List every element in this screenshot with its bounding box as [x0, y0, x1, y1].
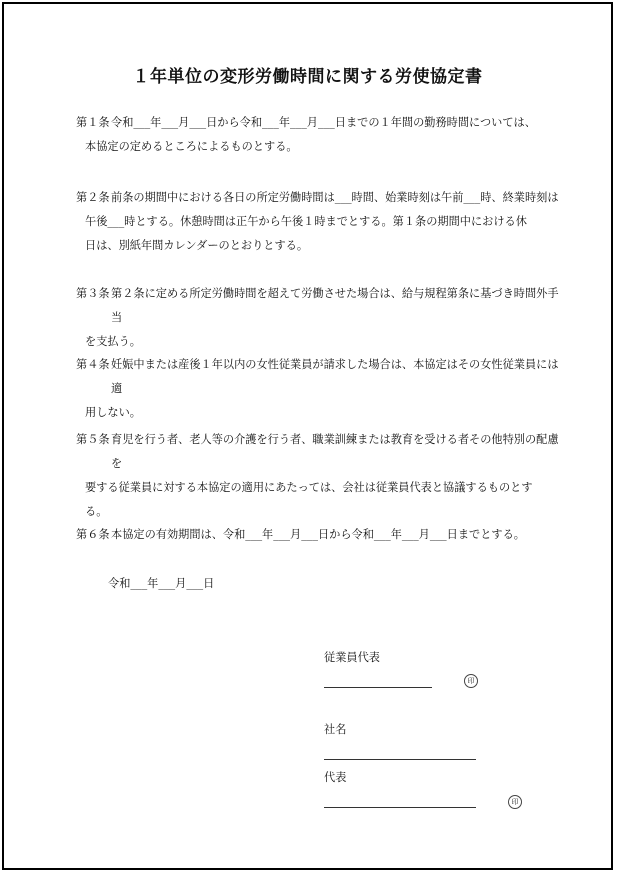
article-3: [76, 282, 566, 354]
article-line: 第２条に定める所定労働時間を超えて労働させた場合は、給与規程第条に基づき時間外手当: [111, 287, 559, 324]
article-line: 前条の期間中における各日の所定労働時間は___時間、始業時刻は午前___時、終業時刻は: [111, 191, 559, 204]
article-5: [76, 428, 566, 524]
company-name-line[interactable]: [324, 759, 476, 760]
company-rep-label: 代表: [324, 771, 347, 784]
employee-rep-signature-line[interactable]: [324, 687, 432, 688]
article-4: [76, 353, 566, 425]
article-line: 用しない。: [85, 406, 141, 419]
article-6: [76, 523, 566, 547]
article-number: 第２条: [76, 191, 110, 204]
article-number: 第１条: [76, 116, 110, 129]
article-line: 本協定の有効期間は、令和___年___月___日から令和___年___月___日までとする。: [111, 528, 525, 541]
article-number: 第４条: [76, 358, 110, 371]
article-number: 第３条: [76, 287, 110, 300]
agreement-date: 令和___年___月___日: [108, 577, 215, 590]
seal-icon: 印: [508, 795, 522, 809]
article-line: る。: [85, 505, 108, 518]
article-line: 令和___年___月___日から令和___年___月___日までの１年間の勤務時間については、: [111, 116, 536, 129]
company-name-label: 社名: [324, 723, 347, 736]
article-line: 妊娠中または産後１年以内の女性従業員が請求した場合は、本協定はその女性従業員には適: [111, 358, 559, 395]
seal-icon: 印: [464, 674, 478, 688]
article-2: [76, 186, 566, 258]
document-page: [2, 2, 613, 870]
article-line: 要する従業員に対する本協定の適用にあたっては、会社は従業員代表と協議するものとす: [85, 481, 533, 494]
article-1: [76, 111, 566, 159]
article-number: 第６条: [76, 528, 110, 541]
article-line: 本協定の定めるところによるものとする。: [85, 140, 298, 153]
article-line: を支払う。: [85, 335, 141, 348]
document-title: １年単位の変形労働時間に関する労使協定書: [132, 67, 483, 87]
article-number: 第５条: [76, 433, 110, 446]
article-line: 育児を行う者、老人等の介護を行う者、職業訓練または教育を受ける者その他特別の配慮を: [111, 433, 559, 470]
article-line: 日は、別紙年間カレンダーのとおりとする。: [85, 239, 309, 252]
company-rep-signature-line[interactable]: [324, 807, 476, 808]
employee-rep-label: 従業員代表: [324, 651, 380, 664]
article-line: 午後___時とする。休憩時間は正午から午後１時までとする。第１条の期間中における休: [85, 215, 527, 228]
